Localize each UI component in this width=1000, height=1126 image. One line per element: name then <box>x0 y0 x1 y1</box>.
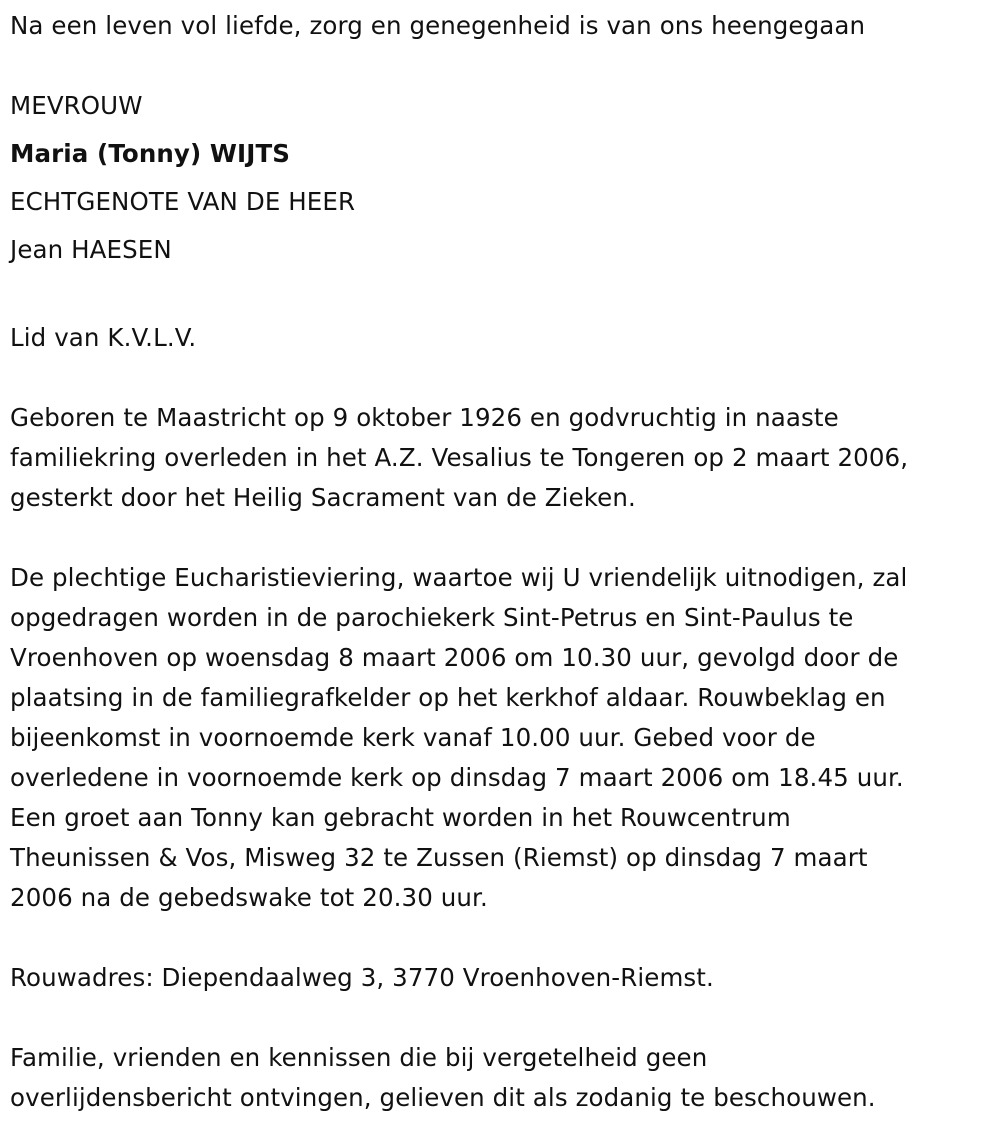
spacer <box>10 358 990 398</box>
ceremony-paragraph <box>10 558 990 918</box>
obituary-notice <box>10 6 990 1118</box>
paragraph-line: Geboren te Maastricht op 9 oktober 1926 en godvruchtig in naaste <box>10 403 839 432</box>
paragraph-line: bijeenkomst in voornoemde kerk vanaf 10.00 uur. Gebed voor de <box>10 723 816 752</box>
paragraph-line: De plechtige Eucharistieviering, waartoe wij U vriendelijk uitnodigen, zal <box>10 563 908 592</box>
spouse-name: Jean HAESEN <box>10 235 172 264</box>
spacer <box>10 278 990 318</box>
paragraph-line: plaatsing in de familiegrafkelder op het kerkhof aldaar. Rouwbeklag en <box>10 683 886 712</box>
paragraph-line: familiekring overleden in het A.Z. Vesalius te Tongeren op 2 maart 2006, <box>10 443 909 472</box>
paragraph-line: Een groet aan Tonny kan gebracht worden in het Rouwcentrum <box>10 803 791 832</box>
deceased-name: Maria (Tonny) WIJTS <box>10 139 291 168</box>
spacer <box>10 918 990 958</box>
paragraph-line: 2006 na de gebedswake tot 20.30 uur. <box>10 883 488 912</box>
closing-paragraph <box>10 1038 990 1118</box>
spacer <box>10 998 990 1038</box>
paragraph-line: Vroenhoven op woensdag 8 maart 2006 om 10.30 uur, gevolgd door de <box>10 643 899 672</box>
spouse-label: ECHTGENOTE VAN DE HEER <box>10 187 356 216</box>
address-text: Rouwadres: Diependaalweg 3, 3770 Vroenhoven-Riemst. <box>10 963 714 992</box>
birth-death-paragraph <box>10 398 990 518</box>
paragraph-line: overlijdensbericht ontvingen, gelieven dit als zodanig te beschouwen. <box>10 1083 876 1112</box>
salutation: MEVROUW <box>10 91 143 120</box>
spacer <box>10 46 990 86</box>
paragraph-line: Theunissen & Vos, Misweg 32 te Zussen (Riemst) op dinsdag 7 maart <box>10 843 868 872</box>
paragraph-line: opgedragen worden in de parochiekerk Sint-Petrus en Sint-Paulus te <box>10 603 854 632</box>
spacer <box>10 518 990 558</box>
membership-text: Lid van K.V.L.V. <box>10 323 197 352</box>
paragraph-line: gesterkt door het Heilig Sacrament van de Zieken. <box>10 483 636 512</box>
paragraph-line: overledene in voornoemde kerk op dinsdag 7 maart 2006 om 18.45 uur. <box>10 763 904 792</box>
intro-text: Na een leven vol liefde, zorg en genegenheid is van ons heengegaan <box>10 11 866 40</box>
paragraph-line: Familie, vrienden en kennissen die bij vergetelheid geen <box>10 1043 708 1072</box>
